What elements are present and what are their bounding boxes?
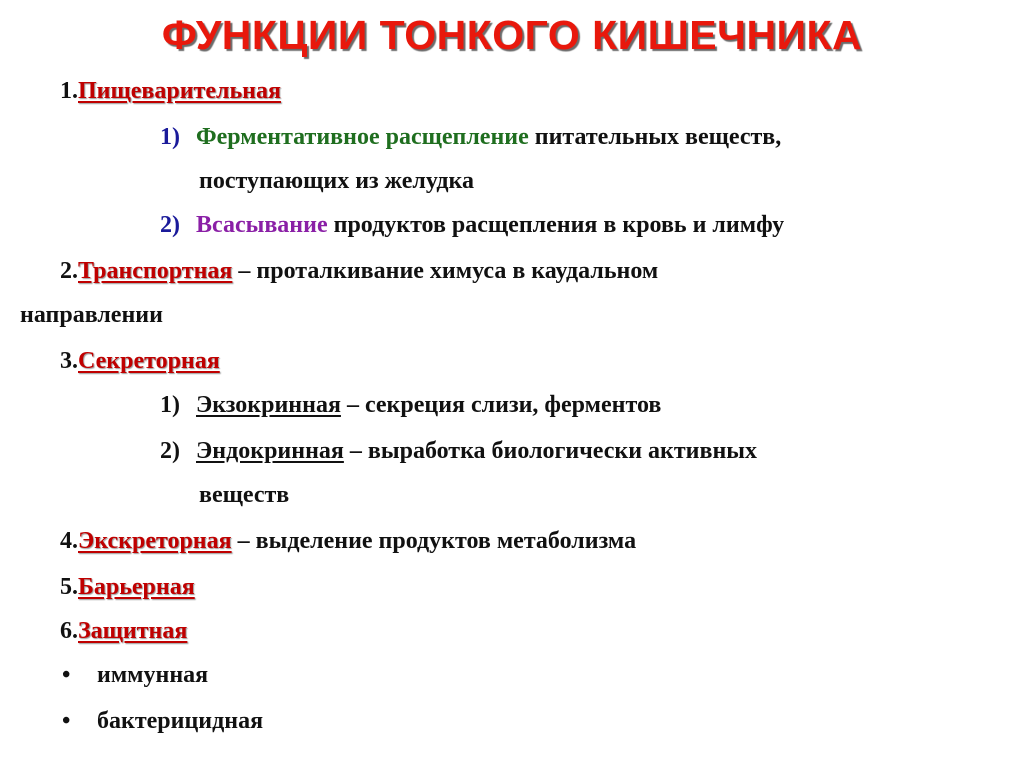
item-heading: Пищеварительная [78,78,281,104]
sub-item-number: 1) [160,124,180,150]
sub-item-term: Всасывание [196,212,328,238]
page-title: ФУНКЦИИ ТОНКОГО КИШЕЧНИКА [161,12,863,58]
item-heading: Экскреторная [78,528,232,554]
item-heading: Защитная [78,618,188,644]
list-item-barrier [60,572,195,602]
sub-item-number: 2) [160,438,180,464]
bullet-icon: • [62,708,71,734]
sub-item-exocrine [160,390,661,420]
item-number: 6. [60,618,78,644]
item-heading: Секреторная [78,348,220,374]
sub-item-text: питательных веществ, [528,124,782,150]
sub-item-term: Ферментативное расщепление [196,124,529,150]
bullet-item-immune: иммунная [97,662,209,688]
item-number: 4. [60,528,78,554]
sub-item-text: – выработка биологически активных [343,438,758,464]
item-heading: Барьерная [78,574,195,600]
sub-item-term: Эндокринная [196,438,344,464]
item-heading: Транспортная [78,258,233,284]
item-description: – проталкивание химуса в каудальном [232,258,659,284]
item-description: – выделение продуктов метаболизма [231,528,637,554]
sub-item-enzymatic [160,122,781,152]
sub-item-continuation: поступающих из желудка [199,168,474,194]
item-number: 3. [60,348,78,374]
sub-item-term: Экзокринная [196,392,341,418]
sub-item-text: продуктов расщепления в кровь и лимфу [327,212,785,238]
sub-item-absorption [160,210,784,240]
list-item-protective [60,616,187,646]
sub-item-text: – секреция слизи, ферментов [340,392,662,418]
item-number: 1. [60,78,78,104]
list-item-transport [60,256,658,286]
item-continuation: направлении [20,302,163,328]
bullet-icon: • [62,662,71,688]
list-item-digestive [60,76,281,106]
sub-item-number: 1) [160,392,180,418]
sub-item-number: 2) [160,212,180,238]
bullet-item-bactericidal: бактерицидная [97,708,264,734]
item-number: 2. [60,258,78,284]
item-number: 5. [60,574,78,600]
sub-item-endocrine [160,436,757,466]
sub-item-continuation: веществ [199,482,290,508]
list-item-excretory [60,526,636,556]
list-item-secretory [60,346,220,376]
